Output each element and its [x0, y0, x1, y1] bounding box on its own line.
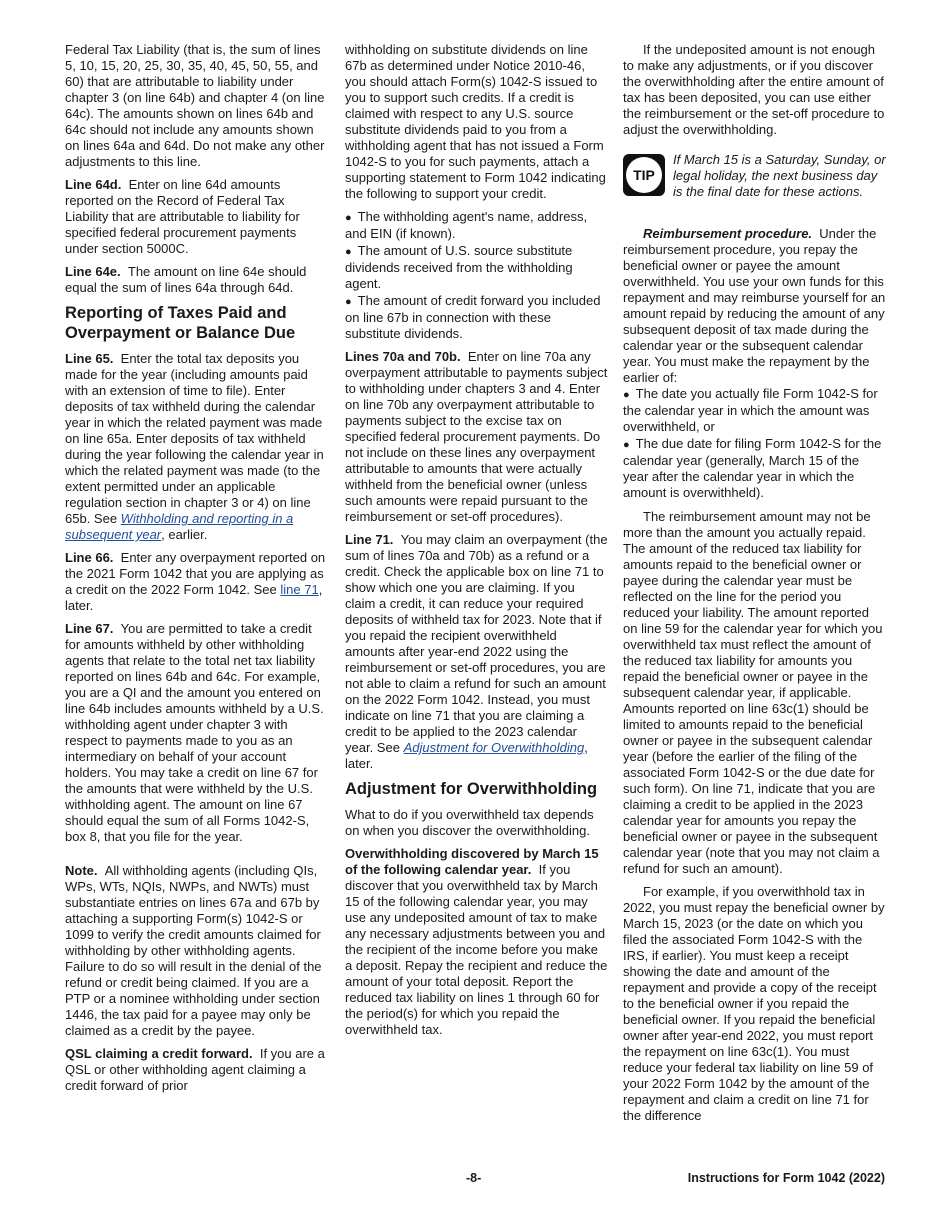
bullet-icon: ●: [345, 212, 352, 224]
line-71-after: , later.: [345, 740, 588, 771]
qsl-paragraph: [65, 1046, 328, 1094]
note-label: Note.: [65, 863, 98, 878]
reimbursement-paragraph: [623, 226, 886, 386]
line-66-label: Line 66.: [65, 550, 114, 565]
bullet-icon: ●: [623, 439, 630, 451]
note-paragraph: [65, 863, 328, 1039]
column-middle: [345, 42, 608, 1045]
line-65-text: Enter the total tax deposits you made for the year (including amounts paid with an extension of time to file). Enter deposits of tax withheld during the calendar year in which the related payment was made on line 65a. Enter deposits of tax withheld during the year following the calendar year in which the related payment was made (to the extent permitted under an applicable regulation section in chapter 3 or 4) on line 65b. See: [65, 351, 324, 526]
bullet-icon: ●: [623, 389, 630, 401]
link-adjustment-overwithholding[interactable]: Adjustment for Overwithholding: [403, 740, 585, 755]
line-71-paragraph: [345, 532, 608, 772]
line-65-after: , earlier.: [161, 527, 208, 542]
line-71-label: Line 71.: [345, 532, 394, 547]
qsl-label: QSL claiming a credit forward.: [65, 1046, 253, 1061]
list-item: [345, 209, 608, 242]
tip-badge-label: TIP: [626, 157, 662, 193]
line-67-label: Line 67.: [65, 621, 114, 636]
line-71-text: You may claim an overpayment (the sum of lines 70a and 70b) as a refund or a credit. Check the applicable box on line 71 to show which one you are claiming. If you claim a credit, it can reduce your required deposits of withheld tax for 2023. Note that if you repaid the recipient overwithheld amounts after year-end 2022 using the reimbursement or set-off procedures, you are not able to claim a refund for such an amount on the 2022 Form 1042. Instead, you must indicate on line 71 that you are claiming a credit to be applied to the 2023 calendar year. See: [345, 532, 608, 755]
line-66-paragraph: [65, 550, 328, 614]
list-item: [623, 386, 886, 435]
line-67-text: You are permitted to take a credit for amounts withheld by other withholding agents that relate to the total net tax liability reported on lines 64b and 64c. For example, you are a QI and the amount you entered on line 64b includes amounts withheld by a U.S. withholding agent under chapter 3 with respect to payments made to you as an intermediary on behalf of your account holders. You may take a credit on line 67 for the amounts that were withheld by the U.S. withholding agent. The amount on line 67 should equal the sum of all Forms 1042-S, box 8, that you file for the year.: [65, 621, 324, 844]
reimbursement-text: Under the reimbursement procedure, you repay the beneficial owner or payee the amount overwithheld. You use your own funds for this repayment and may reimburse yourself for an amount repaid by reducing the amount of any subsequent deposit of tax made during the calendar year or the subsequent calendar year. You must make the repayment by the earlier of:: [623, 226, 886, 385]
list-item-text: The amount of credit forward you included on line 67b in connection with these substitute dividends.: [345, 293, 601, 341]
column-left: [65, 42, 328, 1101]
line-64d-text: Enter on line 64d amounts reported on the Record of Federal Tax Liability that are attributable to liability for specified federal procurement payments under section 5000C.: [65, 177, 300, 256]
section-heading-adjustment: Adjustment for Overwithholding: [345, 780, 598, 798]
line-65-paragraph: [65, 351, 328, 543]
what-to-do-paragraph: What to do if you overwithheld tax depends on when you discover the overwithholding.: [345, 807, 594, 838]
lines-70-text: Enter on line 70a any overpayment attributable to payments subject to withholding under chapters 3 and 4. Enter on line 70b any overpayment attributable to payments subject to the excise tax on specified federal procurement payments. Do not include on these lines any overpayment attributable to amounts that were actually withheld from the beneficial owner (unless such amounts were repaid pursuant to the reimbursement or set-off procedures).: [345, 349, 608, 524]
line-66-after: , later.: [65, 582, 323, 613]
tip-icon: [623, 154, 665, 196]
list-item: [345, 293, 608, 342]
qsl-text: If you are a QSL or other withholding agent claiming a credit forward of prior: [65, 1046, 325, 1093]
overwithholding-text: If you discover that you overwithheld tax by March 15 of the following calendar year, you may use any undeposited amount of tax to make any necessary adjustments between you and the recipient of the income before you make a deposit. Repay the recipient and reduce the amount of your total deposit. Report the reduced tax liability on lines 1 through 60 for the period(s) for which you repaid the overwithheld tax.: [345, 862, 608, 1037]
line-64e-paragraph: [65, 264, 328, 296]
reimbursement-amount-paragraph: The reimbursement amount may not be more than the amount you actually repaid. The amount of the reduced tax liability for amounts repaid to the beneficial owner or payee during the calendar year must be reflected on the line for the period you reduced your liability. The amount reported on line 59 for the calendar year for which you overwithheld tax must reflect the amount of the reduced tax liability for amounts you repaid the beneficial owner or payee in the subsequent calendar year, if applicable. Amounts reported on line 63c(1) should be limited to amounts repaid to the beneficial owner or payee in the subsequent calendar year (before the earlier of the filing of the associated Form 1042-S or the due date for such form). On line 71, indicate that you are claiming a credit to be applied in the 2023 calendar year for amounts you repay the beneficial owner or payee in the subsequent calendar year (note that you may not claim a refund for such an amount).: [623, 509, 883, 876]
line-67-paragraph: [65, 621, 328, 845]
paragraph-continued: Federal Tax Liability (that is, the sum of lines 5, 10, 15, 20, 25, 30, 35, 40, 45, 50, 55, and 60) that are attributable to liability under chapter 3 (on line 64b) and chapter 4 (on line 64c). The amounts shown on lines 64b and 64c should not include any amounts shown on lines 64a and 64d. Do not make any other adjustments to this line.: [65, 42, 325, 169]
paragraph-continued: If the undeposited amount is not enough to make any adjustments, or if you discover the overwithholding after the entire amount of tax has been deposited, you can use either the reimbursement or the set-off procedure to adjust the overwithholding.: [623, 42, 885, 137]
line-64e-label: Line 64e.: [65, 264, 121, 279]
footer-title: Instructions for Form 1042 (2022): [687, 1171, 885, 1185]
list-item-text: The due date for filing Form 1042-S for the calendar year (generally, March 15 of the year after the calendar year in which the amount is overwithheld).: [623, 436, 882, 500]
section-heading-reporting: Reporting of Taxes Paid and Overpayment or Balance Due: [65, 304, 296, 342]
tip-text: If March 15 is a Saturday, Sunday, or legal holiday, the next business day is the final date for these actions.: [673, 152, 886, 199]
column-right: [623, 42, 886, 1131]
list-item-text: The date you actually file Form 1042-S for the calendar year in which the amount was overwithheld, or: [623, 386, 878, 434]
lines-70-paragraph: [345, 349, 608, 525]
line-64d-label: Line 64d.: [65, 177, 122, 192]
tip-box: [623, 152, 886, 204]
list-item: [623, 436, 886, 501]
bullet-icon: ●: [345, 246, 352, 258]
lines-70-label: Lines 70a and 70b.: [345, 349, 461, 364]
page-number: -8-: [466, 1171, 482, 1185]
overwithholding-label: Overwithholding discovered by March 15 of the following calendar year.: [345, 846, 599, 877]
line-64e-text: The amount on line 64e should equal the sum of lines 64a through 64d.: [65, 264, 307, 295]
example-paragraph: For example, if you overwithhold tax in 2022, you must repay the beneficial owner by March 15, 2023 (or the date on which you filed the associated Form 1042-S with the IRS, if earlier). You must keep a receipt showing the date and amount of the repayment and provide a copy of the receipt to the beneficial owner if you repaid the beneficial owner. If you repaid the beneficial owner after year-end 2022, you must report the repayment on line 63c(1). You must reduce your federal tax liability on line 59 of your 2022 Form 1042 by the amount of the repayment and claim a credit on line 71 for the difference: [623, 884, 885, 1123]
line-64d-paragraph: [65, 177, 328, 257]
link-line-71[interactable]: line 71: [280, 582, 319, 597]
note-text: All withholding agents (including QIs, WPs, WTs, NQIs, NWPs, and NWTs) must substantiate entries on lines 67a and 67b by attaching a supporting Form(s) 1042-S or 1099 to verify the credit amounts claimed for withholding by other withholding agents. Failure to do so will result in the denial of the refund or credit being claimed. If you are a PTP or a nominee withholding under section 1446, the tax paid for a payee may only be claimed as a credit by the payee.: [65, 863, 322, 1038]
bullet-icon: ●: [345, 296, 352, 308]
list-item: [345, 243, 608, 292]
line-66-text: Enter any overpayment reported on the 2021 Form 1042 that you are applying as a credit on the 2022 Form 1042. See: [65, 550, 326, 597]
link-withholding-subsequent-year[interactable]: Withholding and reporting in a subsequent year: [65, 511, 294, 542]
line-65-label: Line 65.: [65, 351, 114, 366]
overwithholding-paragraph: [345, 846, 608, 1038]
list-item-text: The withholding agent's name, address, and EIN (if known).: [345, 209, 588, 241]
reimbursement-label: Reimbursement procedure.: [643, 226, 813, 241]
list-item-text: The amount of U.S. source substitute dividends received from the withholding agent.: [345, 243, 573, 291]
paragraph-continued: withholding on substitute dividends on line 67b as determined under Notice 2010-46, you should attach Form(s) 1042-S issued to you to support such credits. If a credit is claimed with respect to any U.S. source substitute dividends paid to you from a withholding agent that has not issued a Form 1042-S to you for such payments, attach a supporting statement to Form 1042 indicating the following to support your credit.: [345, 42, 606, 201]
